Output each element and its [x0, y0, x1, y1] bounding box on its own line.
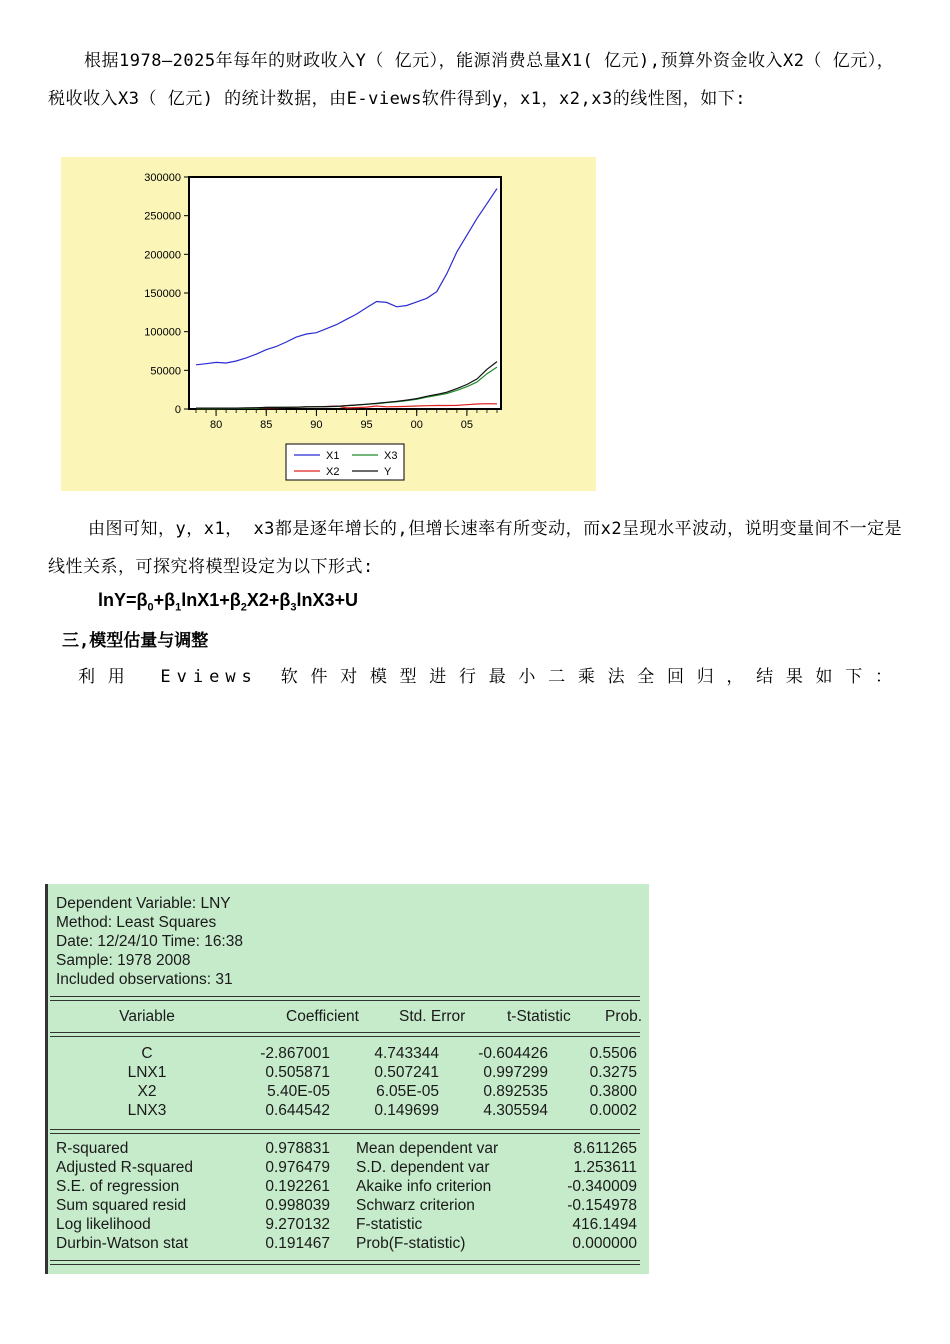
table-cell: 6.05E-05 — [376, 1083, 439, 1100]
stat-value: 0.192261 — [265, 1178, 330, 1195]
x-tick-label: 95 — [360, 419, 373, 431]
divider — [50, 1129, 640, 1134]
column-header: Std. Error — [399, 1008, 466, 1025]
y-tick-label: 100000 — [144, 326, 181, 339]
table-cell: 0.3800 — [589, 1083, 637, 1100]
stat-label: Log likelihood — [56, 1216, 151, 1233]
header-line: Method: Least Squares — [56, 914, 217, 931]
stat-value: -0.340009 — [567, 1178, 637, 1195]
stat-value: 0.998039 — [265, 1197, 330, 1214]
table-cell: 0.644542 — [265, 1102, 330, 1119]
table-cell: -0.604426 — [478, 1045, 548, 1062]
stat-value: -0.154978 — [567, 1197, 637, 1214]
legend-label: X2 — [326, 466, 340, 478]
stat-value: 0.976479 — [265, 1159, 330, 1176]
legend-label: X3 — [384, 450, 398, 462]
divider — [50, 996, 640, 1001]
stat-label: F-statistic — [356, 1216, 423, 1233]
table-cell: 0.0002 — [589, 1102, 637, 1119]
x-tick-label: 05 — [460, 419, 474, 431]
table-cell: 5.40E-05 — [267, 1083, 330, 1100]
column-header: t-Statistic — [507, 1008, 571, 1025]
legend-label: Y — [384, 466, 392, 478]
table-cell: -2.867001 — [260, 1045, 330, 1062]
table-cell: 0.997299 — [483, 1064, 548, 1081]
model-formula: $\ln Y=\beta_0+\beta_1\ln X1+\beta_2X2+\beta_3\ln X3+U$ — [98, 590, 359, 614]
header-line: Sample: 1978 2008 — [56, 952, 191, 969]
header-line: Date: 12/24/10 Time: 16:38 — [56, 933, 243, 950]
stat-label: Mean dependent var — [356, 1140, 499, 1157]
divider — [50, 1260, 640, 1265]
table-cell: 4.305594 — [483, 1102, 548, 1119]
y-tick-label: 150000 — [144, 288, 181, 300]
legend-label: X1 — [326, 450, 340, 462]
column-header: Prob. — [605, 1008, 643, 1025]
stat-value: 1.253611 — [573, 1159, 637, 1176]
variable-name: LNX3 — [127, 1102, 167, 1119]
regression-header — [56, 894, 243, 989]
column-header: Variable — [119, 1008, 175, 1025]
method-paragraph: 利用 Eviews 软件对模型进行最小二乘法全回归，结果如下： — [78, 667, 898, 687]
stat-label: R-squared — [56, 1140, 129, 1157]
stat-value: 0.000000 — [572, 1235, 637, 1252]
stat-value: 9.270132 — [265, 1216, 330, 1233]
line-chart — [61, 157, 596, 491]
stat-value: 416.1494 — [572, 1216, 637, 1233]
table-cell: 4.743344 — [374, 1045, 439, 1062]
divider — [50, 1032, 640, 1037]
x-tick-label: 00 — [410, 419, 423, 431]
x-tick-label: 85 — [260, 419, 273, 431]
stat-label: Schwarz criterion — [356, 1197, 475, 1214]
table-cell: 0.505871 — [265, 1064, 330, 1081]
intro-paragraph: 根据1978—2025年每年的财政收入Y（ 亿元），能源消费总量X1( 亿元),预算外资金收入X2（ 亿元），税收收入X3（ 亿元) 的统计数据，由E-views软件得到y，x1，x2,x3的线性图，如下: — [48, 51, 895, 109]
y-tick-label: 200000 — [144, 249, 181, 262]
section-heading: 三,模型估量与调整 — [62, 631, 209, 651]
stat-value: 0.191467 — [265, 1235, 330, 1252]
variable-name: LNX1 — [127, 1064, 167, 1081]
y-tick-label: 300000 — [144, 172, 181, 184]
table-cell: 0.3275 — [589, 1064, 637, 1081]
header-line: Dependent Variable: LNY — [56, 895, 231, 912]
stat-label: Durbin-Watson stat — [56, 1235, 189, 1252]
variable-name: C — [141, 1045, 153, 1062]
line-chart-svg — [61, 157, 596, 491]
table-cell: 0.149699 — [374, 1102, 439, 1119]
stat-label: Akaike info criterion — [356, 1178, 492, 1195]
table-cell: 0.892535 — [483, 1083, 548, 1100]
y-tick-label: 0 — [174, 404, 181, 416]
stat-value: 0.978831 — [265, 1140, 330, 1157]
table-cell: 0.5506 — [589, 1045, 637, 1062]
y-tick-label: 250000 — [144, 210, 181, 223]
stat-label: Adjusted R-squared — [56, 1159, 193, 1176]
stat-value: 8.611265 — [573, 1140, 637, 1157]
analysis-paragraph: 由图可知，y，x1， x3都是逐年增长的,但增长速率有所变动，而x2呈现水平波动，说明变量间不一定是线性关系，可探究将模型设定为以下形式: — [48, 519, 903, 577]
eviews-output-table — [45, 884, 649, 1274]
column-header: Coefficient — [286, 1008, 359, 1025]
stat-label: Prob(F-statistic) — [356, 1235, 466, 1252]
header-line: Included observations: 31 — [56, 971, 233, 988]
y-tick-label: 50000 — [150, 365, 181, 378]
variable-name: X2 — [137, 1083, 157, 1100]
stat-label: S.D. dependent var — [356, 1159, 490, 1176]
stat-label: Sum squared resid — [56, 1197, 187, 1214]
x-tick-label: 80 — [209, 419, 223, 431]
table-cell: 0.507241 — [374, 1064, 439, 1081]
plot-area — [189, 177, 501, 409]
stat-label: S.E. of regression — [56, 1178, 180, 1195]
x-tick-label: 90 — [310, 419, 323, 431]
